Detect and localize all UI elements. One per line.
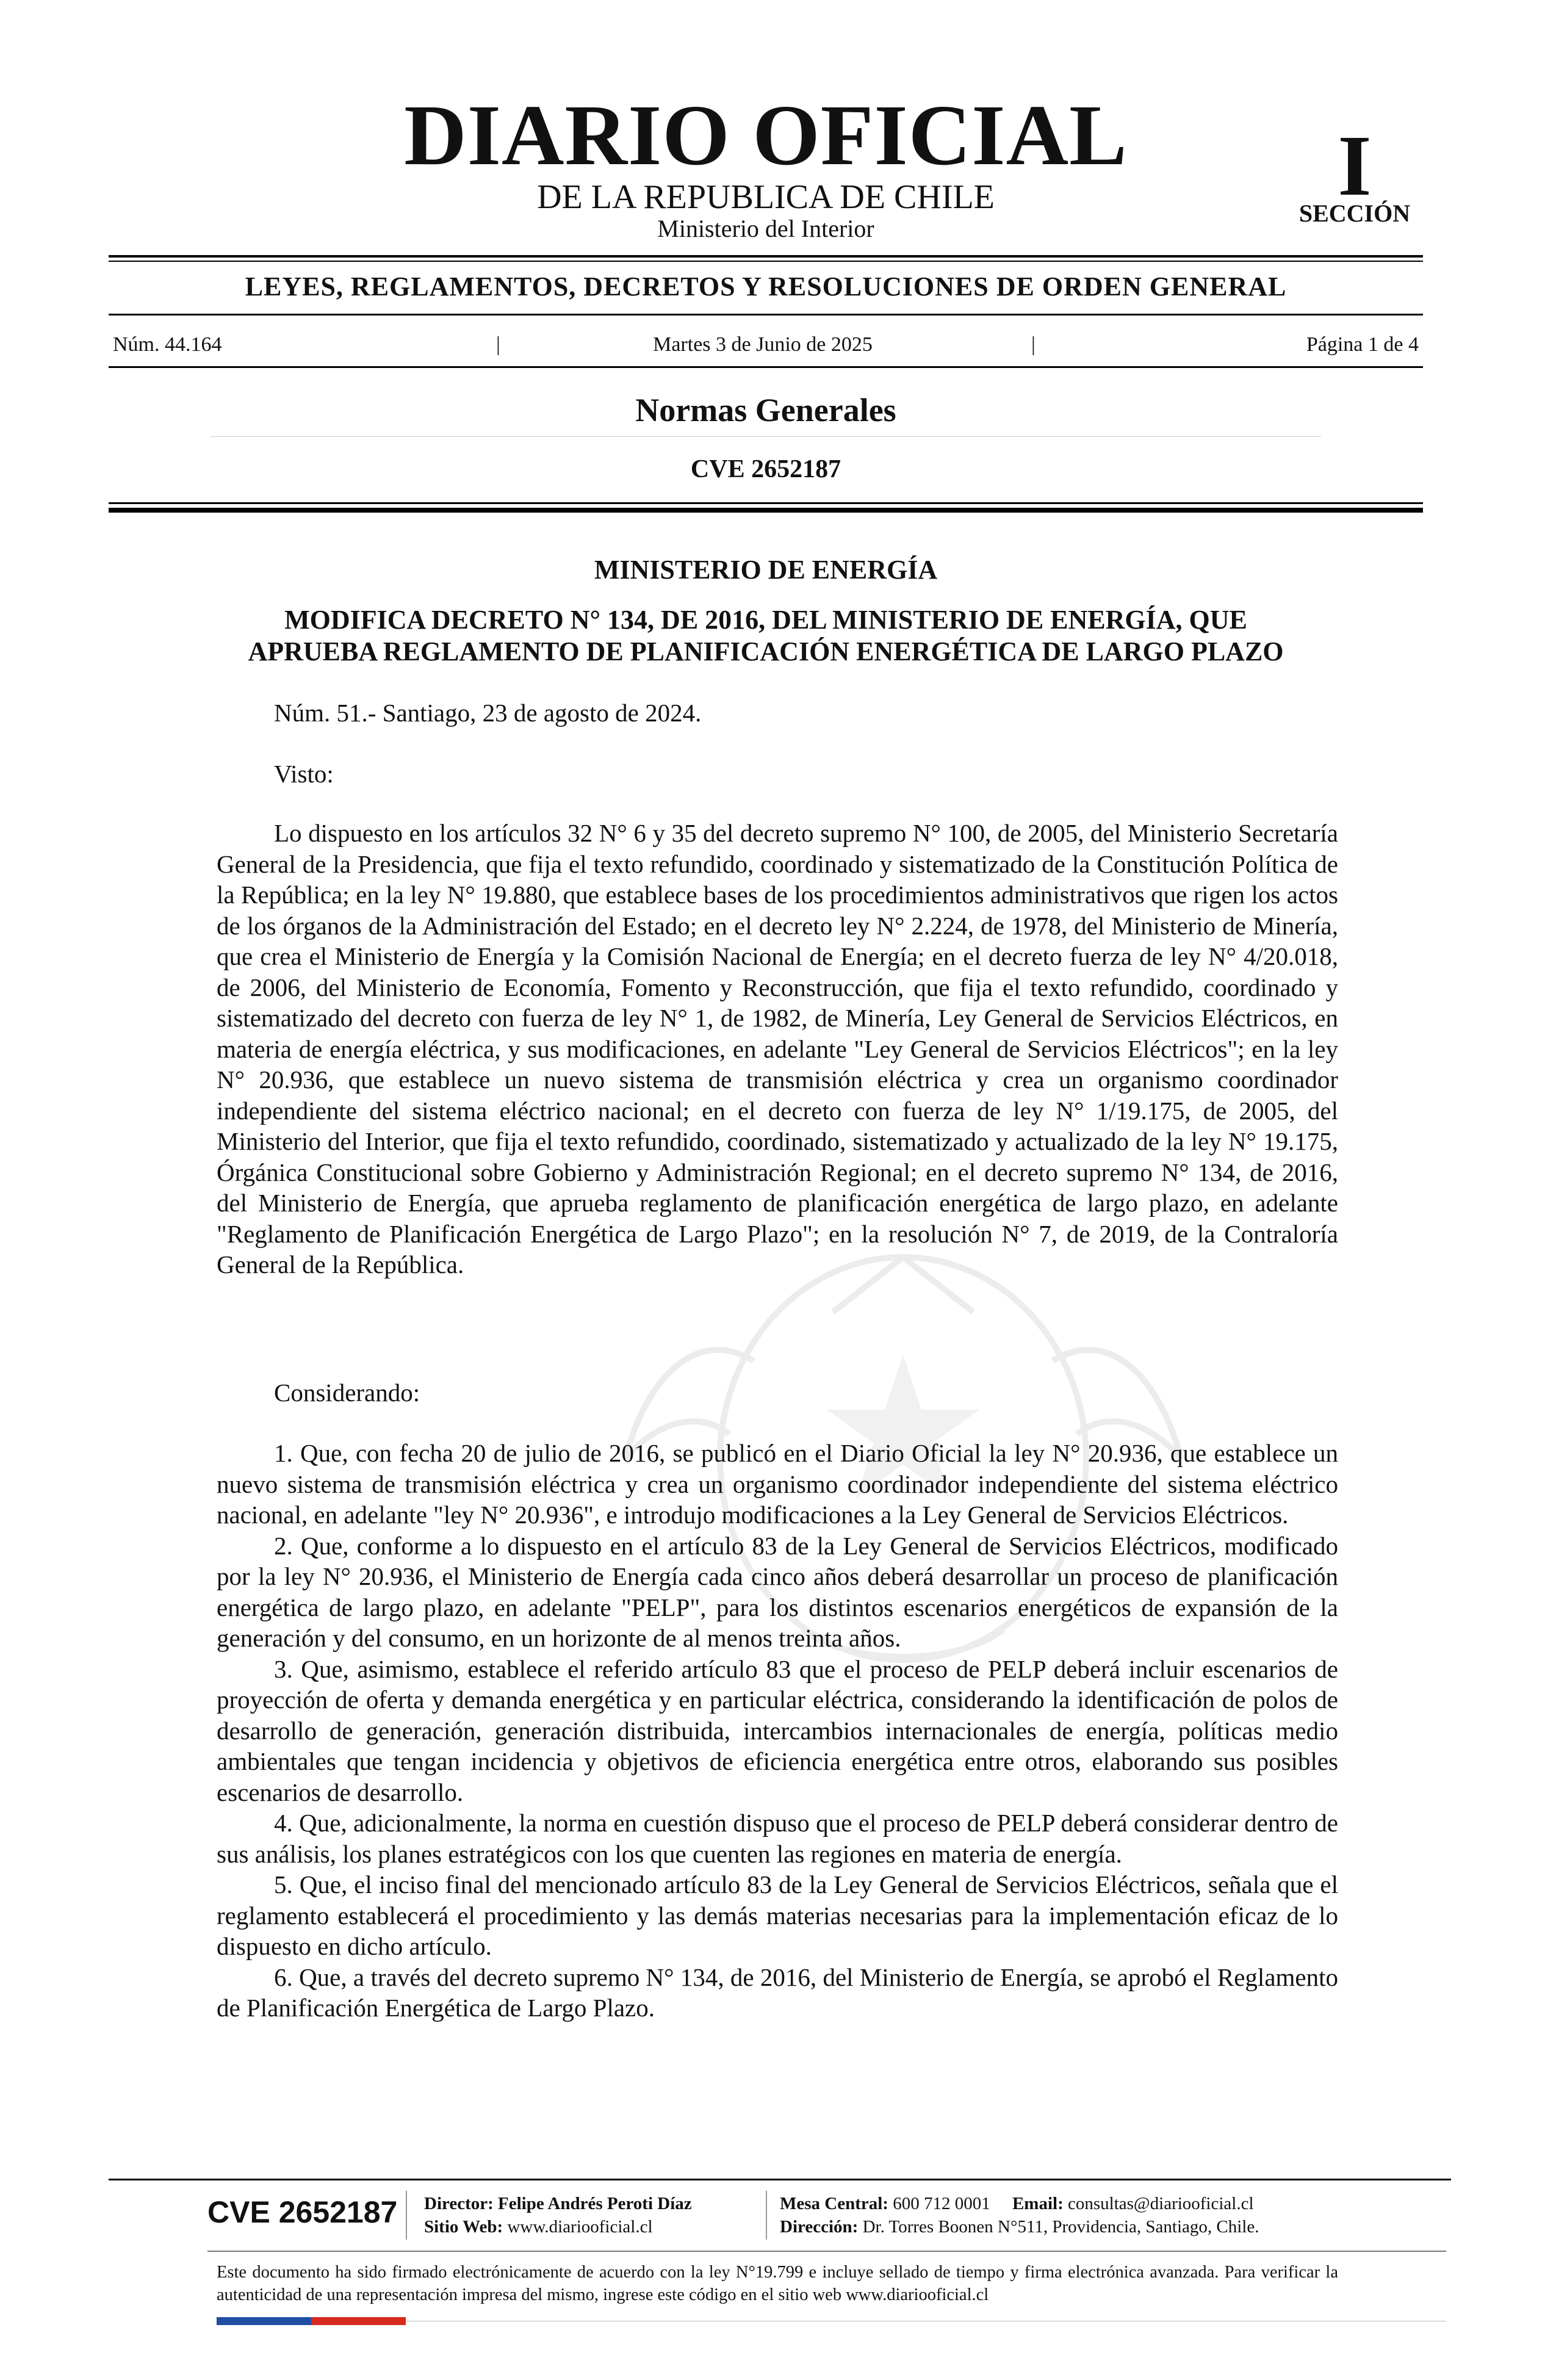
cve-code: CVE 2652187 [690, 455, 841, 483]
footer-site [424, 2215, 653, 2238]
info-rule [109, 366, 1423, 368]
footer-site-link[interactable]: www.diariooficial.cl [507, 2217, 653, 2237]
footer-cve: CVE 2652187 [207, 2195, 398, 2229]
visto-text: Lo dispuesto en los artículos 32 N° 6 y 35 del decreto supremo N° 100, de 2005, del Ministerio Secretaría General de la Presidencia, que fija el texto refundido, coordinado y sistematizado de la Constitución Política de la República; en la ley N° 19.880, que establece bases de los procedimientos administrativos que rigen los actos de los órganos de la Administración del Estado; en el decreto ley N° 2.224, de 1978, del Ministerio de Minería, que crea el Ministerio de Energía y la Comisión Nacional de Energía; en el decreto fuerza de ley N° 4/20.018, de 2006, del Ministerio de Economía, Fomento y Reconstrucción, que fija el texto refundido, coordinado y sistematizado del decreto con fuerza de ley N° 1, de 1982, de Minería, Ley General de Servicios Eléctricos, en materia de energía eléctrica, y sus modificaciones, en adelante "Ley General de Servicios Eléctricos"; en la ley N° 20.936, que establece un nuevo sistema de transmisión eléctrica y crea un organismo coordinador independiente del sistema eléctrico nacional; en el decreto con fuerza de ley N° 1/19.175, de 2005, del Ministerio del Interior, que fija el texto refundido, coordinado, sistematizado y actualizado de la ley N° 19.175, Órgánica Constitucional sobre Gobierno y Administración Regional; en el decreto supremo N° 134, de 2016, del Ministerio de Energía, que aprueba reglamento de planificación energética de largo plazo, en adelante "Reglamento de Planificación Energética de Largo Plazo"; en la resolución N° 7, de 2019, de la Contraloría General de la República. [217, 819, 1338, 1278]
info-separator: | [1031, 333, 1036, 356]
visto-label: Visto: [274, 760, 334, 788]
considerando-item: 6. Que, a través del decreto supremo N° 134, de 2016, del Ministerio de Energía, se aprobó el Reglamento de Planificación Energética de Largo Plazo. [217, 1963, 1338, 2022]
header-end-rule [109, 502, 1423, 504]
footer-director-label: Director: [424, 2194, 494, 2213]
footer-contact [780, 2192, 1254, 2215]
footer-legal-note: Este documento ha sido firmado electrónicamente de acuerdo con la ley N°19.799 e incluye sellado de tiempo y firma electrónica avanzada. Para verificar la autenticidad de una representación impresa del mismo, ingrese este código en el sitio web www.diariooficial.cl [217, 2263, 1338, 2304]
footer-address-value: Dr. Torres Boonen N°511, Providencia, Santiago, Chile. [862, 2217, 1259, 2237]
footer-director-name: Felipe Andrés Peroti Díaz [498, 2194, 692, 2213]
section-title-rule [211, 436, 1321, 437]
masthead-subtitle: DE LA REPUBLICA DE CHILE [537, 178, 995, 216]
footer-site-label: Sitio Web: [424, 2217, 503, 2237]
document-title-line: APRUEBA REGLAMENTO DE PLANIFICACIÓN ENERGÉTICA DE LARGO PLAZO [248, 636, 1284, 666]
considerandos-list [217, 1438, 1338, 2024]
footer-phone-value: 600 712 0001 [893, 2194, 990, 2213]
considerando-item: 5. Que, el inciso final del mencionado artículo 83 de la Ley General de Servicios Eléctricos, señala que el reglamento establecerá el procedimiento y las demás materias necesarias para la implementación eficaz de lo dispuesto en dicho artículo. [217, 1870, 1338, 1960]
section-title: Normas Generales [635, 392, 896, 428]
masthead-title: DIARIO OFICIAL [404, 87, 1128, 183]
footer-email-label: Email: [1012, 2194, 1064, 2213]
considerando-item: 1. Que, con fecha 20 de julio de 2016, se publicó en el Diario Oficial la ley N° 20.936, que establece un nuevo sistema de transmisión eléctrica y crea un organismo coordinador independiente del sistema eléctrico nacional, en adelante "ley N° 20.936", e introdujo modificaciones a la Ley General de Servicios Eléctricos. [217, 1439, 1338, 1529]
footer-address [780, 2215, 1259, 2238]
considerando-item: 2. Que, conforme a lo dispuesto en el artículo 83 de la Ley General de Servicios Eléctricos, modificado por la ley N° 20.936, el Ministerio de Energía cada cinco años deberá desarrollar un proceso de planificación energética de largo plazo, en adelante "PELP", para los distintos escenarios energéticos de expansión de la generación y del consumo, en un horizonte de al menos treinta años. [217, 1531, 1338, 1652]
masthead-ministry: Ministerio del Interior [657, 215, 874, 242]
page-indicator: Página 1 de 4 [1306, 333, 1419, 356]
flag-stripe-red [311, 2317, 406, 2325]
document-title [183, 604, 1349, 668]
issue-number: Núm. 44.164 [113, 333, 222, 356]
flag-stripe-blue [217, 2317, 311, 2325]
footer-divider [406, 2191, 407, 2240]
issue-date: Martes 3 de Junio de 2025 [653, 333, 873, 356]
info-separator: | [496, 333, 500, 356]
header-end-rule-thick [109, 508, 1423, 513]
considerando-label: Considerando: [274, 1379, 420, 1407]
footer-divider [766, 2191, 767, 2240]
section-label: SECCIÓN [1298, 200, 1411, 227]
document-title-line: MODIFICA DECRETO N° 134, DE 2016, DEL MINISTERIO DE ENERGÍA, QUE [284, 605, 1247, 635]
footer-director [424, 2192, 692, 2215]
section-number: I [1338, 117, 1372, 214]
considerando-item: 4. Que, adicionalmente, la norma en cuestión dispuso que el proceso de PELP deberá considerar dentro de sus análisis, los planes estratégicos con los que cuenten las regiones en materia de energía. [217, 1809, 1338, 1868]
masthead-rule-thin [109, 261, 1423, 262]
document-ministry: MINISTERIO DE ENERGÍA [594, 555, 938, 585]
footer-phone-label: Mesa Central: [780, 2194, 888, 2213]
banner-heading: LEYES, REGLAMENTOS, DECRETOS Y RESOLUCIONES DE ORDEN GENERAL [245, 272, 1287, 301]
decree-number-date: Núm. 51.- Santiago, 23 de agosto de 2024. [274, 699, 702, 727]
footer-email-link[interactable]: consultas@diariooficial.cl [1068, 2194, 1254, 2213]
footer-top-rule [109, 2179, 1451, 2180]
banner-rule [109, 314, 1423, 316]
masthead-rule [109, 255, 1423, 258]
visto-paragraph [217, 818, 1338, 1280]
footer-address-label: Dirección: [780, 2217, 859, 2237]
footer-note-rule [207, 2251, 1446, 2252]
considerando-item: 3. Que, asimismo, establece el referido artículo 83 que el proceso de PELP deberá incluir escenarios de proyección de oferta y demanda energética y en particular eléctrica, considerando la identificación de polos de desarrollo de generación, generación distribuida, intercambios internacionales de energía, políticas medio ambientales que tengan incidencia y objetivos de eficiencia energética entre otros, elaborando sus posibles escenarios de desarrollo. [217, 1654, 1338, 1806]
